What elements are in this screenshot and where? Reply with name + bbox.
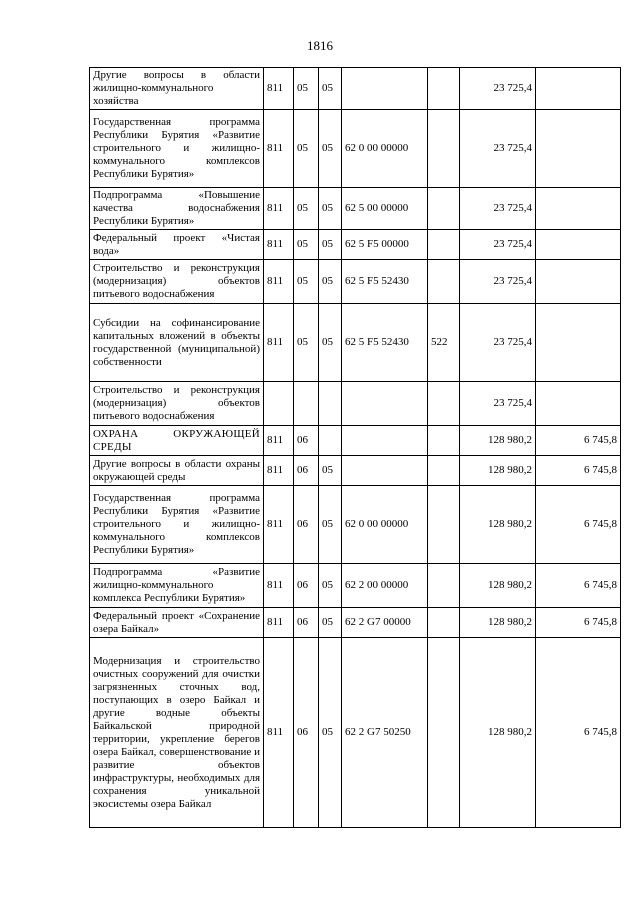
row-vr: [428, 486, 460, 564]
row-rz: 05: [294, 260, 319, 304]
page-number: 1816: [307, 38, 333, 53]
row-vr: [428, 230, 460, 260]
row-csr: 62 0 00 00000: [342, 110, 428, 188]
row-csr: [342, 426, 428, 456]
row-vr: [428, 68, 460, 110]
table-row: [90, 426, 621, 456]
row-rz: 06: [294, 608, 319, 638]
row-name: Государственная программа Республики Бурятия «Развитие строительного и жилищно-коммунального комплексов Республики Бурятия»: [90, 110, 264, 188]
row-sum2: [536, 382, 621, 426]
row-ved: 811: [264, 426, 294, 456]
row-pr: 05: [319, 608, 342, 638]
row-sum1: 23 725,4: [460, 230, 536, 260]
row-sum1: 128 980,2: [460, 638, 536, 828]
table-row: [90, 110, 621, 188]
row-rz: 06: [294, 426, 319, 456]
row-csr: 62 0 00 00000: [342, 486, 428, 564]
table-row: [90, 382, 621, 426]
row-ved: [264, 382, 294, 426]
row-vr: [428, 382, 460, 426]
row-rz: 06: [294, 638, 319, 828]
row-csr: [342, 68, 428, 110]
row-sum2: 6 745,8: [536, 564, 621, 608]
row-csr: 62 2 G7 00000: [342, 608, 428, 638]
row-name: Строительство и реконструкция (модернизация) объектов питьевого водоснабжения: [90, 382, 264, 426]
row-sum2: [536, 230, 621, 260]
row-sum1: 23 725,4: [460, 260, 536, 304]
row-vr: 522: [428, 304, 460, 382]
row-rz: 05: [294, 304, 319, 382]
row-name: Субсидии на софинансирование капитальных вложений в объекты государственной (муниципальной) собственности: [90, 304, 264, 382]
row-vr: [428, 260, 460, 304]
row-ved: 811: [264, 68, 294, 110]
row-rz: 05: [294, 68, 319, 110]
row-ved: 811: [264, 638, 294, 828]
row-sum2: [536, 68, 621, 110]
row-rz: 05: [294, 230, 319, 260]
row-pr: [319, 426, 342, 456]
row-rz: 06: [294, 456, 319, 486]
row-pr: 05: [319, 188, 342, 230]
row-sum1: 128 980,2: [460, 456, 536, 486]
row-vr: [428, 426, 460, 456]
row-sum1: 23 725,4: [460, 382, 536, 426]
row-sum1: 23 725,4: [460, 188, 536, 230]
row-sum1: 23 725,4: [460, 68, 536, 110]
row-ved: 811: [264, 230, 294, 260]
row-csr: [342, 456, 428, 486]
row-sum2: 6 745,8: [536, 426, 621, 456]
row-sum2: [536, 304, 621, 382]
row-name: Строительство и реконструкция (модернизация) объектов питьевого водоснабжения: [90, 260, 264, 304]
row-ved: 811: [264, 456, 294, 486]
row-pr: 05: [319, 564, 342, 608]
row-vr: [428, 188, 460, 230]
row-sum2: [536, 110, 621, 188]
row-pr: 05: [319, 68, 342, 110]
row-ved: 811: [264, 188, 294, 230]
row-pr: 05: [319, 230, 342, 260]
row-sum1: 23 725,4: [460, 110, 536, 188]
row-sum1: 128 980,2: [460, 564, 536, 608]
row-vr: [428, 110, 460, 188]
budget-table: [89, 67, 621, 828]
table-row: [90, 456, 621, 486]
row-sum2: 6 745,8: [536, 486, 621, 564]
row-csr: 62 5 00 00000: [342, 188, 428, 230]
row-sum2: 6 745,8: [536, 608, 621, 638]
row-name: Другие вопросы в области жилищно-коммунального хозяйства: [90, 68, 264, 110]
row-sum2: 6 745,8: [536, 638, 621, 828]
row-ved: 811: [264, 260, 294, 304]
row-vr: [428, 564, 460, 608]
row-csr: 62 5 F5 00000: [342, 230, 428, 260]
row-rz: 06: [294, 564, 319, 608]
row-rz: 06: [294, 486, 319, 564]
row-name: Другие вопросы в области охраны окружающей среды: [90, 456, 264, 486]
row-pr: 05: [319, 456, 342, 486]
row-ved: 811: [264, 608, 294, 638]
table-row: [90, 304, 621, 382]
row-name: Модернизация и строительство очистных сооружений для очистки загрязненных сточных вод, поступающих в озеро Байкал и другие водные объекты Байкальской природной территории, укрепление берегов озера Байкал, совершенствование и развитие объектов инфраструктуры, необходимых для сохранения уникальной экосистемы озера Байкал: [90, 638, 264, 828]
table-row: [90, 260, 621, 304]
row-sum2: [536, 188, 621, 230]
table-row: [90, 68, 621, 110]
row-pr: 05: [319, 638, 342, 828]
row-name: Федеральный проект «Чистая вода»: [90, 230, 264, 260]
table-row: [90, 638, 621, 828]
row-sum1: 23 725,4: [460, 304, 536, 382]
row-sum2: 6 745,8: [536, 456, 621, 486]
row-rz: 05: [294, 110, 319, 188]
row-sum1: 128 980,2: [460, 608, 536, 638]
row-vr: [428, 638, 460, 828]
table-row: [90, 564, 621, 608]
row-csr: [342, 382, 428, 426]
row-pr: 05: [319, 486, 342, 564]
row-rz: [294, 382, 319, 426]
row-ved: 811: [264, 304, 294, 382]
table-row: [90, 188, 621, 230]
row-name: Подпрограмма «Повышение качества водоснабжения Республики Бурятия»: [90, 188, 264, 230]
row-name: ОХРАНА ОКРУЖАЮЩЕЙ СРЕДЫ: [90, 426, 264, 456]
row-ved: 811: [264, 110, 294, 188]
row-pr: [319, 382, 342, 426]
table-row: [90, 230, 621, 260]
row-vr: [428, 608, 460, 638]
row-ved: 811: [264, 564, 294, 608]
row-csr: 62 5 F5 52430: [342, 260, 428, 304]
row-pr: 05: [319, 110, 342, 188]
row-sum2: [536, 260, 621, 304]
row-sum1: 128 980,2: [460, 426, 536, 456]
row-name: Подпрограмма «Развитие жилищно-коммунального комплекса Республики Бурятия»: [90, 564, 264, 608]
row-rz: 05: [294, 188, 319, 230]
row-name: Государственная программа Республики Бурятия «Развитие строительного и жилищно-коммунального комплексов Республики Бурятия»: [90, 486, 264, 564]
table-row: [90, 486, 621, 564]
row-name: Федеральный проект «Сохранение озера Байкал»: [90, 608, 264, 638]
row-vr: [428, 456, 460, 486]
row-sum1: 128 980,2: [460, 486, 536, 564]
row-ved: 811: [264, 486, 294, 564]
row-pr: 05: [319, 260, 342, 304]
row-csr: 62 5 F5 52430: [342, 304, 428, 382]
table-row: [90, 608, 621, 638]
row-csr: 62 2 G7 50250: [342, 638, 428, 828]
row-pr: 05: [319, 304, 342, 382]
row-csr: 62 2 00 00000: [342, 564, 428, 608]
